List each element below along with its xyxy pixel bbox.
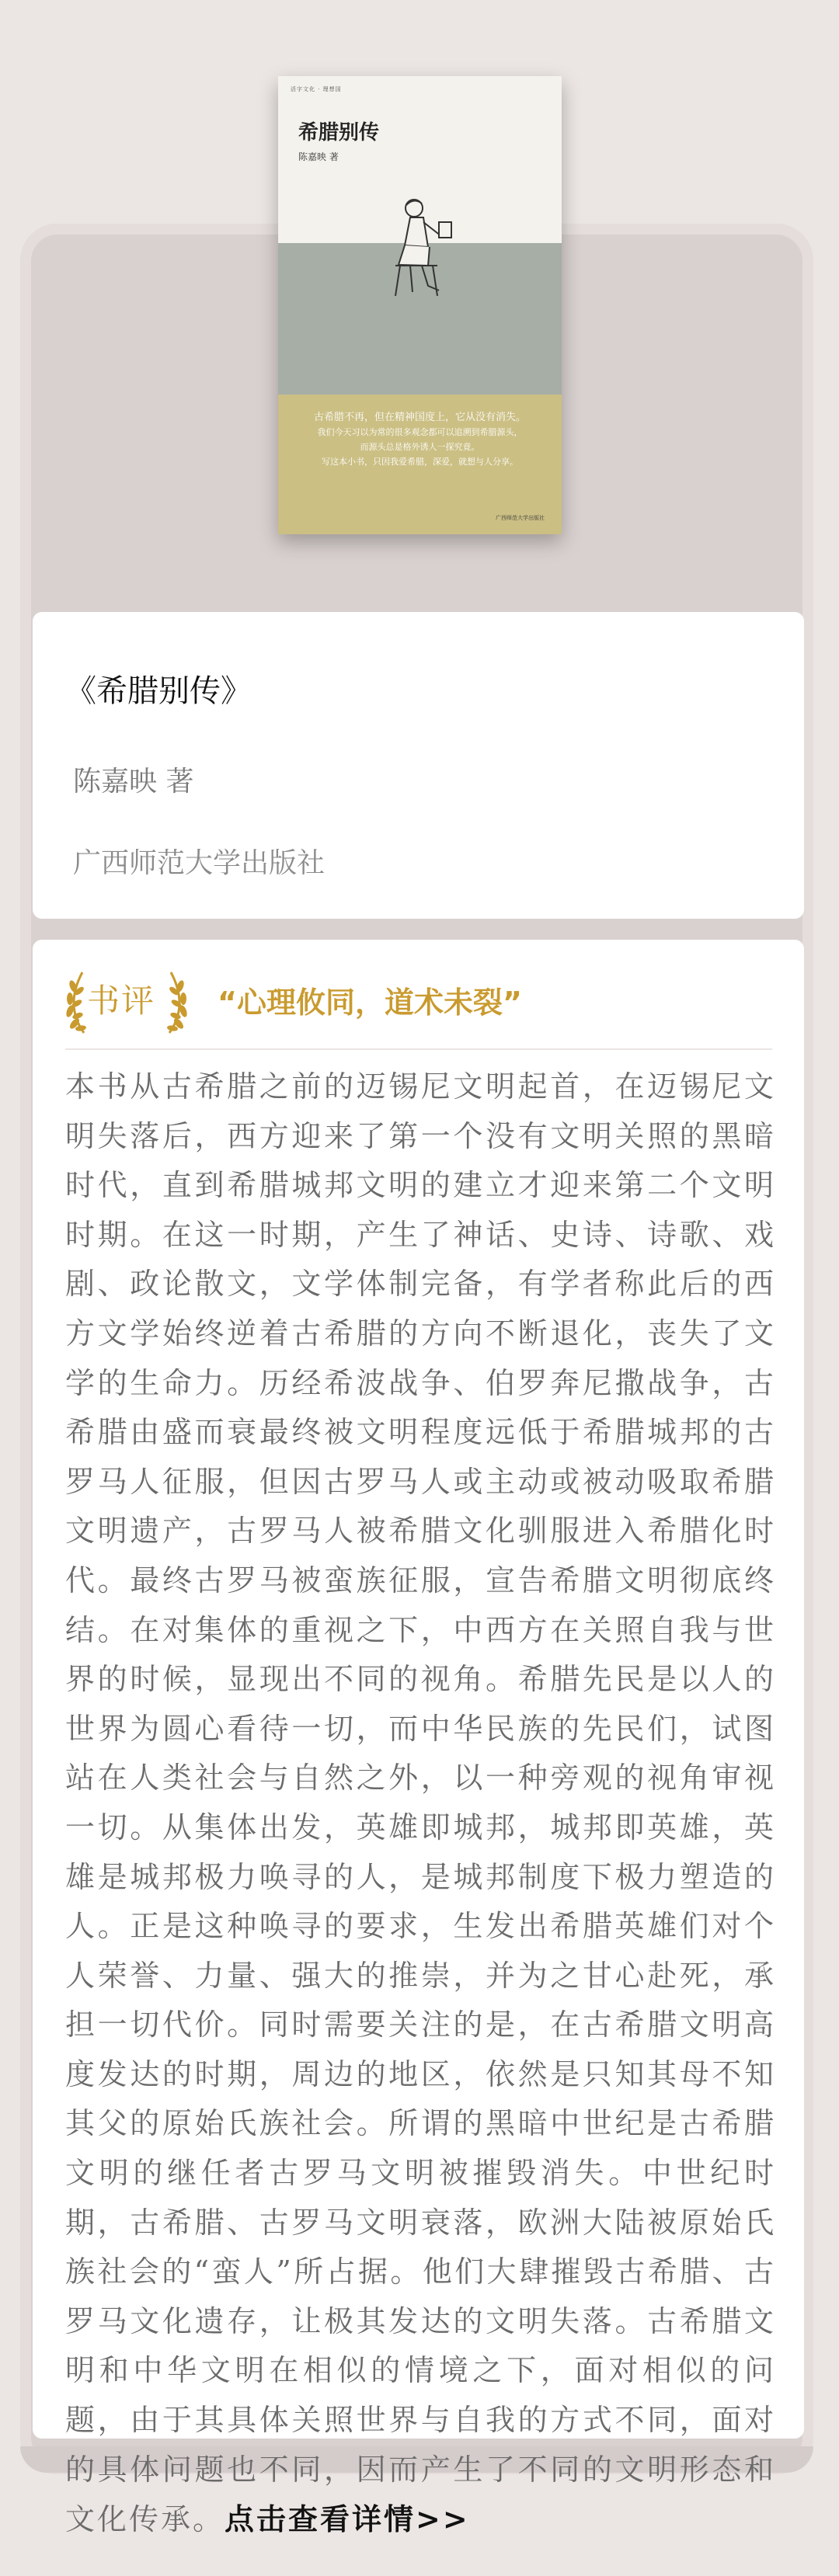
cover-series-text: 活字文化 · 理想国 [291, 86, 342, 92]
view-details-link[interactable]: 点击查看详情>> [225, 2501, 470, 2537]
cover-blurb-line: 我们今天习以为常的很多观念都可以追溯到希腊源头， [317, 427, 523, 437]
book-review-card [33, 940, 804, 2537]
book-author: 陈嘉映 著 [73, 766, 194, 798]
review-body [65, 1062, 776, 2545]
cover-blurb-line: 而源头总是格外诱人一探究竟。 [360, 442, 480, 452]
review-body-text: 本书从古希腊之前的迈锡尼文明起首，在迈锡尼文明失落后，西方迎来了第一个没有文明关照的黑暗时代，直到希腊城邦文明的建立才迎来第二个文明时期。在这一时期，产生了神话、史诗、诗歌、戏剧、政论散文，文学体制完备，有学者称此后的西方文学始终逆着古希腊的方向不断退化，丧失了文学的生命力。历经希波战争、伯罗奔尼撒战争，古希腊由盛而衰最终被文明程度远低于希腊城邦的古罗马人征服，但因古罗马人或主动或被动吸取希腊文明遗产，古罗马人被希腊文化驯服进入希腊化时代。最终古罗马被蛮族征服，宣告希腊文明彻底终结。在对集体的重视之下，中西方在关照自我与世界的时候，显现出不同的视角。希腊先民是以人的世界为圆心看待一切，而中华民族的先民们，试图站在人类社会与自然之外，以一种旁观的视角审视一切。从集体出发，英雄即城邦，城邦即英雄，英雄是城邦极力唤寻的人，是城邦制度下极力塑造的人。正是这种唤寻的要求，生发出希腊英雄们对个人荣誉、力量、强大的推崇，并为之甘心赴死，承担一切代价。同时需要关注的是，在古希腊文明高度发达的时期，周边的地区，依然是只知其母不知其父的原始氏族社会。所谓的黑暗中世纪是古希腊文明的继任者古罗马文明被摧毁消失。中世纪时期，古希腊、古罗马文明衰落，欧洲大陆被原始氏族社会的“蛮人”所占据。他们大肆摧毁古希腊、古罗马文化遗存，让极其发达的文明失落。古希腊文明和中华文明在相似的情境之下，面对相似的问题，由于其具体关照世界与自我的方式不同，面对的具体问题也不同，因而产生了不同的文明形态和文化传承。 [65, 1069, 776, 2537]
divider [65, 1048, 772, 1050]
cover-title: 希腊别传 [298, 121, 380, 144]
cover-blurb [286, 410, 554, 469]
book-publisher: 广西师范大学出版社 [73, 847, 326, 879]
review-headline-quote: “心理攸同，道术未裂” [218, 986, 522, 1020]
book-info-card [33, 612, 804, 919]
cover-author: 陈嘉映 著 [298, 151, 339, 162]
review-badge-label: 书评 [87, 982, 156, 1020]
cover-seated-figure-illustration [367, 191, 468, 300]
book-cover-image [278, 76, 562, 534]
cover-blurb-line: 古希腊不再，但在精神国度上，它从没有消失。 [313, 412, 526, 423]
cover-publisher-logo: 广西师范大学出版社 [496, 515, 545, 521]
book-title: 《希腊别传》 [65, 673, 252, 709]
cover-blurb-line: 写这本小书，只因我爱希腊，深爱，就想与人分享。 [322, 457, 518, 467]
